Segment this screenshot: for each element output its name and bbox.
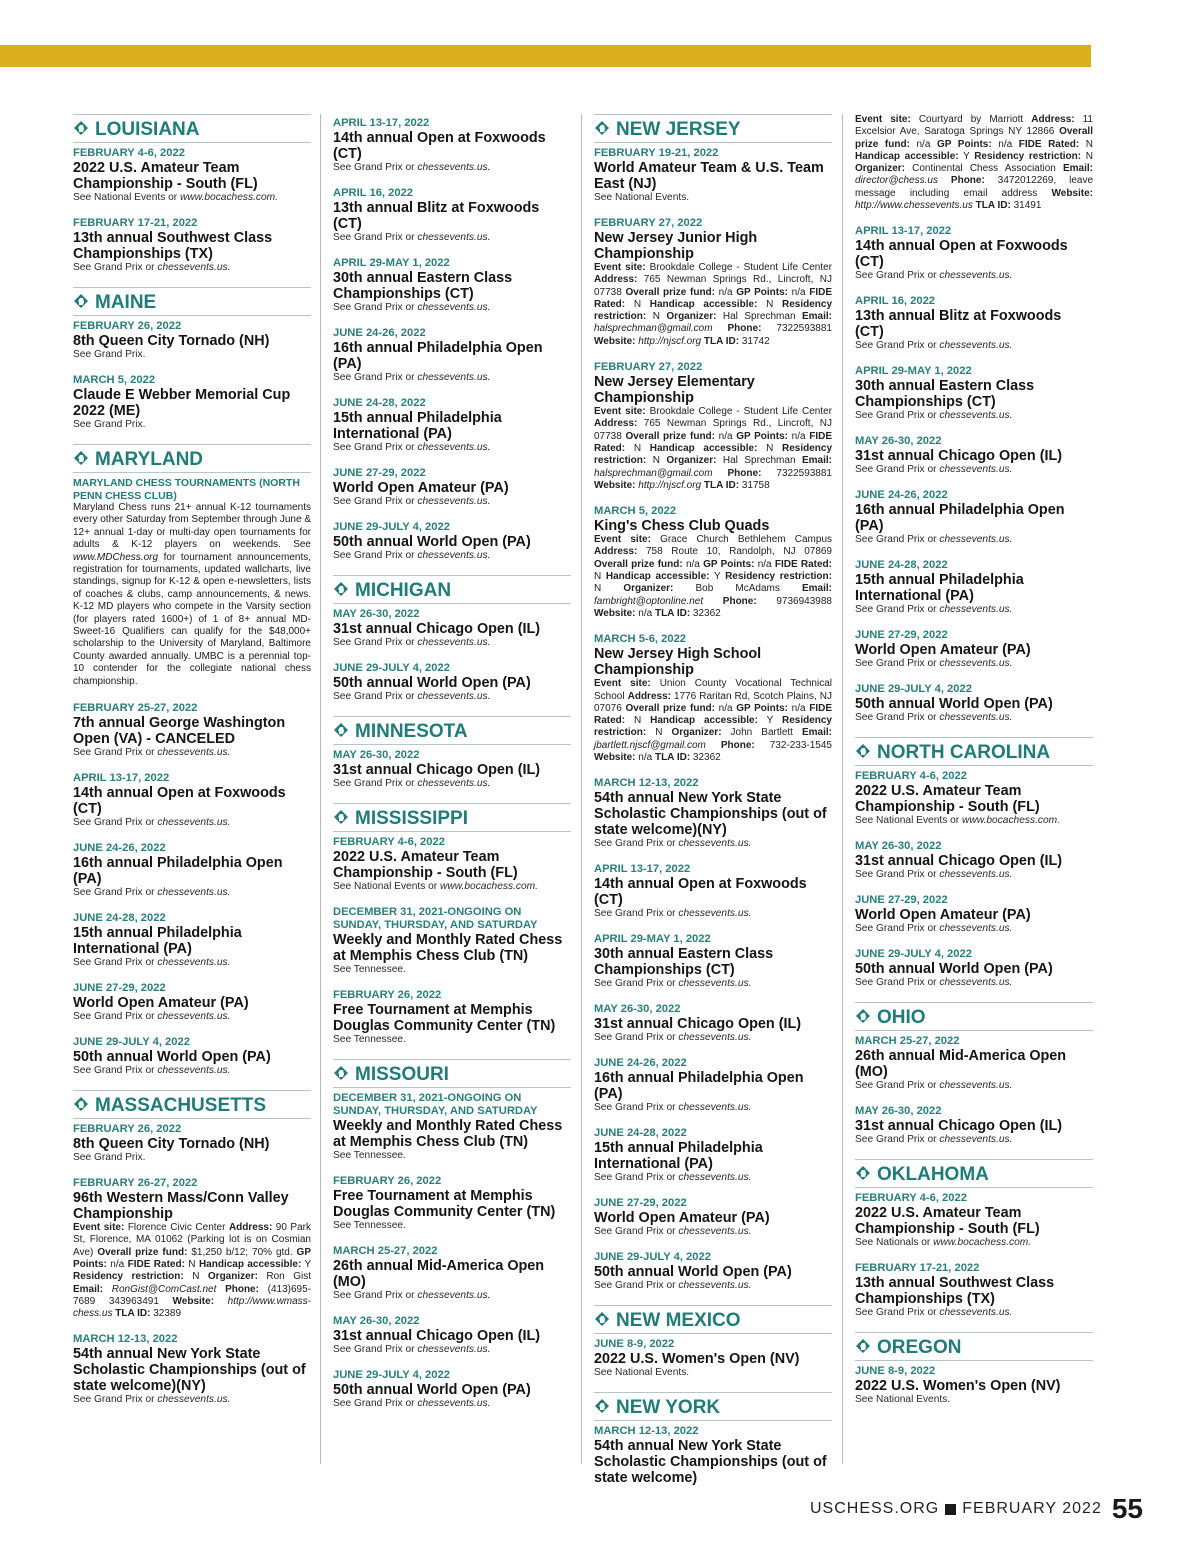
chess-knight-icon [855,743,871,759]
event-entry: DECEMBER 31, 2021-ONGOING ON SUNDAY, THURSDAY, AND SATURDAY Weekly and Monthly Rated Chess at Memphis Chess Club (TN) See Tennessee. [333,906,563,975]
chess-knight-icon [333,722,349,738]
event-entry: MARCH 12-13, 2022 54th annual New York State Scholastic Championships (out of state welcome)(NY) See Grand Prix or chessevents.us. [73,1333,306,1406]
event-entry: APRIL 13-17, 2022 14th annual Open at Foxwoods (CT) See Grand Prix or chessevents.us. [73,772,286,829]
event-entry: FEBRUARY 26, 2022 Free Tournament at Memphis Douglas Community Center (TN) See Tennessee. [333,989,556,1045]
event-entry: JUNE 8-9, 2022 2022 U.S. Women's Open (NV) See National Events. [594,1338,800,1379]
chess-knight-icon [855,1008,871,1024]
event-entry: APRIL 13-17, 2022 14th annual Open at Foxwoods (CT) See Grand Prix or chessevents.us. [594,863,807,920]
state-heading: MARYLAND [73,444,311,473]
state-heading: NORTH CAROLINA [855,737,1093,766]
event-entry: MAY 26-30, 2022 31st annual Chicago Open (IL) See Grand Prix or chessevents.us. [333,749,541,789]
event-entry: JUNE 24-26, 2022 16th annual Philadelphia Open (PA) See Grand Prix or chessevents.us. [594,1057,804,1114]
event-entry: JUNE 29-JULY 4, 2022 50th annual World Open (PA) See Grand Prix or chessevents.us. [73,1036,271,1077]
event-entry: FEBRUARY 27, 2022 New Jersey Elementary Championship Event site: Brookdale College - Student Life Center Address: 765 Newman Springs Rd., Lincroft, NJ 07738 Overall prize fund: n/a GP Points: n/a FIDE Rated: N Handicap accessible: N Residency restriction: N Organizer: Hal Sprechman Email: halsprechman@gmail.com Phone: 7322593881 Website: http://njscf.org TLA ID: 31758 [594,361,833,491]
event-entry: JUNE 29-JULY 4, 2022 50th annual World Open (PA) See Grand Prix or chessevents.us. [333,521,531,561]
event-entry: FEBRUARY 4-6, 2022 2022 U.S. Amateur Team Championship - South (FL) See National Events or www.bocachess.com. [333,836,538,892]
event-entry: MAY 26-30, 2022 31st annual Chicago Open (IL) See Grand Prix or chessevents.us. [333,1315,541,1355]
state-heading: OREGON [855,1332,1093,1361]
state-heading: MASSACHUSETTS [73,1090,311,1119]
event-entry: MAY 26-30, 2022 31st annual Chicago Open (IL) See Grand Prix or chessevents.us. [855,840,1063,881]
event-entry: APRIL 16, 2022 13th annual Blitz at Foxwoods (CT) See Grand Prix or chessevents.us. [333,187,540,243]
event-entry: APRIL 13-17, 2022 14th annual Open at Foxwoods (CT) See Grand Prix or chessevents.us. [855,225,1068,282]
top-color-bar [0,45,1091,67]
event-entry: FEBRUARY 25-27, 2022 7th annual George Washington Open (VA) - CANCELED See Grand Prix or chessevents.us. [73,702,286,759]
state-heading: MICHIGAN [333,575,571,604]
event-entry: MARCH 5, 2022 Claude E Webber Memorial Cup 2022 (ME) See Grand Prix. [73,374,291,430]
state-heading: MISSOURI [333,1059,571,1088]
event-entry: JUNE 24-26, 2022 16th annual Philadelphia Open (PA) See Grand Prix or chessevents.us. [333,327,543,383]
chess-knight-icon [333,1065,349,1081]
event-entry: JUNE 24-28, 2022 15th annual Philadelphia International (PA) See Grand Prix or chessevents.us. [333,397,502,453]
event-entry: FEBRUARY 19-21, 2022 World Amateur Team & U.S. Team East (NJ) See National Events. [594,147,824,203]
state-heading: NEW MEXICO [594,1305,832,1334]
state-heading: NEW YORK [594,1392,832,1421]
event-entry: FEBRUARY 27, 2022 New Jersey Junior High Championship Event site: Brookdale College - Student Life Center Address: 765 Newman Springs Rd., Lincroft, NJ 07738 Overall prize fund: n/a GP Points: n/a FIDE Rated: N Handicap accessible: N Residency restriction: N Organizer: Hal Sprechman Email: halsprechman@gmail.com Phone: 7322593881 Website: http://njscf.org TLA ID: 31742 [594,217,833,347]
column-1: LOUISIANA FEBRUARY 4-6, 2022 2022 U.S. Amateur Team Championship - South (FL) See National Events or www.bocachess.com. FEBRUARY 17-21, 2022 13th annual Southwest Class Championships (TX) See Grand Prix or chessevents.us. MAINE FEBRUARY 26, 2022 8th Queen City Tornado (NH) See Grand Prix. MARCH 5, 2022 Claude E Webber Memorial Cup 2022 (ME) See Grand Prix. MARYLAND MARYLAND CHESS TOURNAMENTS (NORTH PENN CHESS CLUB) Maryland Chess runs 21+ annual K-12 tournaments every other Saturday from September through June & 12+ annual 1-day or multi-day open tournaments for adults & K-12 players on weekends. See www.MDChess.org for tournament announcements, registration for tournaments, updated wallcharts, live standings, signup for K-12 & open e-newsletters, lists of coaches & clubs, camp announcements, & news. K-12 MD players who compete in the Varsity section (for players rated 1600+) of 1 of 8+ annual MD-Sweet-16 Qualifiers can qualify for the $48,000+ scholarship to the University of Maryland, Baltimore County awarded annually. UMBC is a perennial top-10 contender for the collegiate national chess championship. FEBRUARY 25-27, 2022 7th annual George Washington Open (VA) - CANCELED See Grand Prix or chessevents.us. APRIL 13-17, 2022 14th annual Open at Foxwoods (CT) See Grand Prix or chessevents.us. JUNE 24-26, 2022 16th annual Philadelphia Open (PA) See Grand Prix or chessevents.us. JUNE 24-28, 2022 15th annual Philadelphia International (PA) See Grand Prix or chessevents.us. JUNE 27-29, 2022 World Open Amateur (PA) See Grand Prix or chessevents.us. JUNE 29-JULY 4, 2022 50th annual World Open (PA) See Grand Prix or chessevents.us. MASSACHUSETTS FEBRUARY 26, 2022 8th Queen City Tornado (NH) See Grand Prix. FEBRUARY 26-27, 2022 96th Western Mass/Conn Valley Championship Event site: Florence Civic Center Address: 90 Park St, Florence, MA 01062 (Parking lot is on Cosmian Ave) Overall prize fund: $1,250 b/12; 70% gtd. GP Points: n/a FIDE Rated: N Handicap accessible: Y Residency restriction: N Organizer: Ron Gist Email: RonGist@ComCast.net Phone: (413)695-7689 343963491 Website: http://www.wmass-chess.us TLA ID: 32389 MARCH 12-13, 2022 54th annual New York State Scholastic Championships (out of state welcome)(NY) See Grand Prix or chessevents.us. [73,114,311,1419]
event-entry: JUNE 27-29, 2022 World Open Amateur (PA) See Grand Prix or chessevents.us. [855,894,1031,935]
column-divider [320,114,321,1464]
chess-knight-icon [333,809,349,825]
event-entry: MARCH 25-27, 2022 26th annual Mid-America Open (MO) See Grand Prix or chessevents.us. [333,1245,545,1301]
state-heading: NEW JERSEY [594,114,832,143]
page-footer [810,1493,1143,1525]
column-divider [581,114,582,1464]
event-entry: FEBRUARY 26, 2022 8th Queen City Tornado (NH) See Grand Prix. [73,320,270,360]
event-entry: MAY 26-30, 2022 31st annual Chicago Open (IL) See Grand Prix or chessevents.us. [855,1105,1063,1146]
event-entry: FEBRUARY 4-6, 2022 2022 U.S. Amateur Team Championship - South (FL) See National Events or www.bocachess.com. [855,770,1060,827]
event-entry: MARCH 25-27, 2022 26th annual Mid-America Open (MO) See Grand Prix or chessevents.us. [855,1035,1067,1092]
footer-site: USCHESS.ORG [810,1500,940,1517]
event-entry: APRIL 29-MAY 1, 2022 30th annual Eastern Class Championships (CT) See Grand Prix or chessevents.us. [594,933,774,990]
event-entry: FEBRUARY 17-21, 2022 13th annual Southwest Class Championships (TX) See Grand Prix or chessevents.us. [855,1262,1055,1319]
event-entry: MARCH 12-13, 2022 54th annual New York State Scholastic Championships (out of state welcome) [594,1425,827,1487]
chess-knight-icon [855,1338,871,1354]
event-entry: MAY 26-30, 2022 31st annual Chicago Open (IL) See Grand Prix or chessevents.us. [594,1003,802,1044]
event-entry: MAY 26-30, 2022 31st annual Chicago Open (IL) See Grand Prix or chessevents.us. [333,608,541,648]
chess-knight-icon [333,581,349,597]
state-heading: MAINE [73,287,311,316]
event-entry: FEBRUARY 26, 2022 Free Tournament at Memphis Douglas Community Center (TN) See Tennessee. [333,1175,556,1231]
event-entry: JUNE 24-26, 2022 16th annual Philadelphia Open (PA) See Grand Prix or chessevents.us. [73,842,283,899]
state-heading: OHIO [855,1002,1093,1031]
event-entry: MAY 26-30, 2022 31st annual Chicago Open (IL) See Grand Prix or chessevents.us. [855,435,1063,476]
event-entry: JUNE 27-29, 2022 World Open Amateur (PA) See Grand Prix or chessevents.us. [73,982,249,1023]
maryland-info: Maryland Chess runs 21+ annual K-12 tournaments every other Saturday from September through June & 12+ annual 1-day or multi-day open tournaments for adults & K-12 players on weekends. See www.MDChess.org for tournament announcements, registration for tournaments, updated wallcharts, live standings, signup for K-12 & open e-newsletters, lists of coaches & clubs, camp announcements, & news. K-12 MD players who compete in the Varsity section (for players rated 1600+) of 1 of 8+ annual MD-Sweet-16 Qualifiers can qualify for the $48,000+ scholarship to the University of Maryland, Baltimore County awarded annually. UMBC is a perennial top-10 contender for the collegiate national chess championship. [73,502,311,687]
event-entry: JUNE 29-JULY 4, 2022 50th annual World Open (PA) See Grand Prix or chessevents.us. [333,1369,531,1409]
event-entry: JUNE 29-JULY 4, 2022 50th annual World Open (PA) See Grand Prix or chessevents.us. [855,948,1053,989]
footer-square [945,1504,956,1515]
event-entry: FEBRUARY 4-6, 2022 2022 U.S. Amateur Team Championship - South (FL) See National Events or www.bocachess.com. [73,147,278,203]
event-entry: JUNE 27-29, 2022 World Open Amateur (PA) See Grand Prix or chessevents.us. [594,1197,770,1238]
chess-knight-icon [594,1398,610,1414]
event-entry: JUNE 29-JULY 4, 2022 50th annual World Open (PA) See Grand Prix or chessevents.us. [855,683,1053,724]
event-entry: JUNE 8-9, 2022 2022 U.S. Women's Open (NV) See National Events. [855,1365,1061,1406]
event-entry: APRIL 29-MAY 1, 2022 30th annual Eastern Class Championships (CT) See Grand Prix or chessevents.us. [855,365,1035,422]
chess-knight-icon [855,1165,871,1181]
column-4 [855,114,1093,1419]
event-entry: FEBRUARY 17-21, 2022 13th annual Southwest Class Championships (TX) See Grand Prix or chessevents.us. [73,217,273,273]
event-entry: MARCH 5, 2022 King's Chess Club Quads Event site: Grace Church Bethlehem Campus Address: 758 Route 10, Randolph, NJ 07869 Overall prize fund: n/a GP Points: n/a FIDE Rated: N Handicap accessible: Y Residency restriction: N Organizer: Bob McAdams Email: fambright@optonline.net Phone: 9736943988 Website: n/a TLA ID: 32362 [594,505,832,619]
chess-knight-icon [73,120,89,136]
event-entry: MARCH 12-13, 2022 54th annual New York State Scholastic Championships (out of state welcome)(NY) See Grand Prix or chessevents.us. [594,777,827,850]
chess-knight-icon [73,450,89,466]
state-heading: MINNESOTA [333,716,571,745]
state-heading: LOUISIANA [73,114,311,143]
chess-knight-icon [73,1096,89,1112]
chess-knight-icon [594,120,610,136]
footer-month: FEBRUARY 2022 [962,1500,1102,1517]
event-entry: APRIL 13-17, 2022 14th annual Open at Foxwoods (CT) See Grand Prix or chessevents.us. [333,117,546,173]
state-heading: MISSISSIPPI [333,803,571,832]
column-2 [333,114,571,1423]
event-entry: JUNE 24-28, 2022 15th annual Philadelphia International (PA) See Grand Prix or chessevents.us. [855,559,1024,616]
event-entry: JUNE 27-29, 2022 World Open Amateur (PA) See Grand Prix or chessevents.us. [333,467,509,507]
event-entry: JUNE 27-29, 2022 World Open Amateur (PA) See Grand Prix or chessevents.us. [855,629,1031,670]
event-entry: APRIL 29-MAY 1, 2022 30th annual Eastern Class Championships (CT) See Grand Prix or chessevents.us. [333,257,513,313]
state-heading: OKLAHOMA [855,1159,1093,1188]
event-entry: MARCH 5-6, 2022 New Jersey High School Championship Event site: Union County Vocational Technical School Address: 1776 Raritan Rd, Scotch Plains, NJ 07076 Overall prize fund: n/a GP Points: n/a FIDE Rated: N Handicap accessible: Y Residency restriction: N Organizer: John Bartlett Email: jbartlett.njscf@gmail.com Phone: 732-233-1545 Website: n/a TLA ID: 32362 [594,633,832,764]
chess-knight-icon [73,293,89,309]
event-entry: JUNE 29-JULY 4, 2022 50th annual World Open (PA) See Grand Prix or chessevents.us. [333,662,531,702]
event-entry: APRIL 16, 2022 13th annual Blitz at Foxwoods (CT) See Grand Prix or chessevents.us. [855,295,1062,352]
event-entry: JUNE 24-28, 2022 15th annual Philadelphia International (PA) See Grand Prix or chessevents.us. [73,912,242,969]
event-entry: JUNE 24-26, 2022 16th annual Philadelphia Open (PA) See Grand Prix or chessevents.us. [855,489,1065,546]
column-divider [842,114,843,1464]
event-entry: JUNE 24-28, 2022 15th annual Philadelphia International (PA) See Grand Prix or chessevents.us. [594,1127,763,1184]
page-number: 55 [1111,1493,1143,1524]
column-3 [594,114,832,1499]
chess-knight-icon [594,1311,610,1327]
event-entry: FEBRUARY 26, 2022 8th Queen City Tornado (NH) See Grand Prix. [73,1123,270,1164]
event-entry: JUNE 29-JULY 4, 2022 50th annual World Open (PA) See Grand Prix or chessevents.us. [594,1251,792,1292]
event-entry: FEBRUARY 26-27, 2022 96th Western Mass/Conn Valley Championship Event site: Florence Civic Center Address: 90 Park St, Florence, MA 01062 (Parking lot is on Cosmian Ave) Overall prize fund: $1,250 b/12; 70% gtd. GP Points: n/a FIDE Rated: N Handicap accessible: Y Residency restriction: N Organizer: Ron Gist Email: RonGist@ComCast.net Phone: (413)695-7689 343963491 Website: http://www.wmass-chess.us TLA ID: 32389 [73,1177,312,1320]
event-entry: FEBRUARY 4-6, 2022 2022 U.S. Amateur Team Championship - South (FL) See Nationals or www.bocachess.com. [855,1192,1040,1249]
event-entry: DECEMBER 31, 2021-ONGOING ON SUNDAY, THURSDAY, AND SATURDAY Weekly and Monthly Rated Chess at Memphis Chess Club (TN) See Tennessee. [333,1092,563,1161]
event-entry-continued: Event site: Courtyard by Marriott Address: 11 Excelsior Ave, Saratoga Springs NY 12866 Overall prize fund: n/a GP Points: n/a FIDE Rated: N Handicap accessible: Y Residency restriction: N Organizer: Continental Chess Association Email: director@chess.us Phone: 3472012269, leave message including email address Website: http://www.chessevents.us TLA ID: 31491 [855,114,1094,212]
